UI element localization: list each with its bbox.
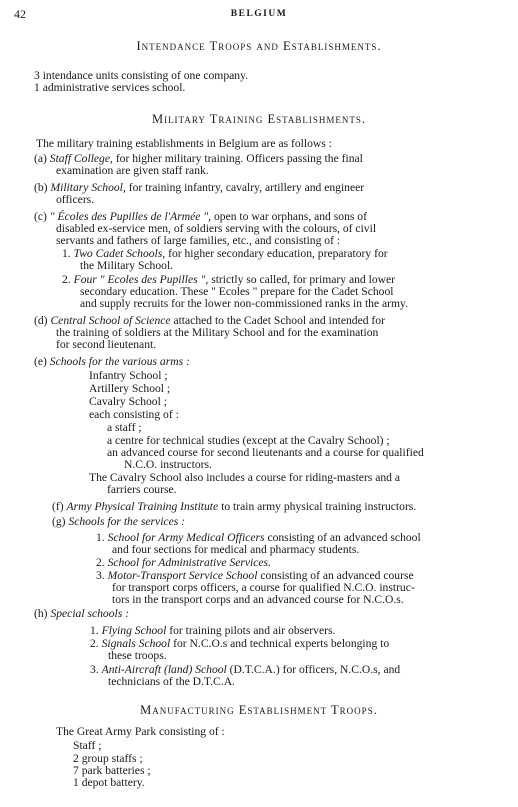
item-e-sub-3b: N.C.O. instructors. — [124, 458, 212, 471]
item-h-sub-3-title: Anti-Aircraft (land) School — [101, 663, 227, 676]
item-c-sub-2-text-1: strictly so called, for primary and lower — [211, 273, 396, 286]
item-h-title: Special schools : — [50, 607, 130, 620]
training-intro: The military training establishments in Belgium are as follows : — [36, 137, 332, 150]
item-h-sub-1 — [90, 624, 335, 637]
item-h-sub-1-number: 1. — [90, 624, 99, 637]
item-e — [34, 355, 190, 368]
item-e-arm-2: Artillery School ; — [89, 382, 171, 395]
item-f — [52, 500, 416, 513]
item-h-sub-1-text-1: for training pilots and air observers. — [169, 624, 336, 637]
item-b-text-2: officers. — [56, 193, 95, 206]
item-a-text-2: examination are given staff rank. — [56, 164, 209, 177]
item-d-text-3: for second lieutenant. — [56, 338, 157, 351]
item-d-text-1: attached to the Cadet School and intended for — [173, 314, 385, 327]
item-e-sub-1: a staff ; — [107, 421, 142, 434]
item-c-sub-1-title: Two Cadet Schools, — [73, 247, 166, 260]
item-e-sub-3a: an advanced course for second lieutenants and a course for qualified — [107, 446, 424, 459]
item-c-sub-2-number: 2. — [62, 273, 71, 286]
item-c-sub-1-text-2: the Military School. — [80, 259, 174, 272]
item-h-sub-2-text-2: these troops. — [108, 649, 167, 662]
page-header — [0, 8, 518, 22]
item-c-sub-1-text-1: for higher secondary education, preparatory for — [168, 247, 388, 260]
item-f-title: Army Physical Training Institute — [66, 500, 219, 513]
item-e-sub-2: a centre for technical studies (except at the Cavalry School) ; — [107, 434, 390, 447]
item-h — [34, 607, 129, 620]
item-c-text-1: open to war orphans, and sons of — [213, 210, 367, 223]
item-f-label: (f) — [52, 500, 64, 513]
item-g-sub-3-text-2: for transport corps officers, a course for qualified N.C.O. instruc- — [112, 581, 415, 594]
manufacturing-item-4: 1 depot battery. — [73, 776, 145, 789]
item-e-arm-1: Infantry School ; — [89, 369, 168, 382]
item-c-text-2: disabled ex-service men, of soldiers serving with the colours, of civil — [56, 222, 377, 235]
item-h-sub-2-title: Signals School — [101, 637, 171, 650]
item-g-sub-3-number: 3. — [96, 569, 105, 582]
item-g-sub-3-text-3: tors in the transport corps and an advanced course for N.C.O.s. — [112, 593, 404, 606]
item-h-label: (h) — [34, 607, 48, 620]
item-c-text-3: servants and fathers of large families, etc., and consisting of : — [56, 234, 341, 247]
manufacturing-item-2: 2 group staffs ; — [73, 752, 143, 765]
item-h-sub-2-text-1: for N.C.O.s and technical experts belonging to — [173, 637, 390, 650]
item-h-sub-3-number: 3. — [90, 663, 99, 676]
item-g-sub-1-number: 1. — [96, 531, 105, 544]
item-c-sub-2-text-2: secondary education. These " Ecoles " prepare for the Cadet School — [80, 285, 394, 298]
item-c-sub-2-text-3: and supply recruits for the lower non-commissioned ranks in the army. — [80, 297, 408, 310]
intendance-line-2: 1 administrative services school. — [34, 81, 186, 94]
item-g-sub-2-title: School for Administrative Services. — [107, 556, 271, 569]
intendance-line-1: 3 intendance units consisting of one company. — [34, 69, 249, 82]
item-h-sub-2-number: 2. — [90, 637, 99, 650]
item-g-sub-1-text-1: consisting of an advanced school — [267, 531, 421, 544]
item-b-text-1: for training infantry, cavalry, artillery and engineer — [128, 181, 365, 194]
item-g-sub-2 — [96, 556, 271, 569]
item-g-sub-2-number: 2. — [96, 556, 105, 569]
section-heading-intendance: Intendance Troops and Establishments. — [136, 39, 382, 53]
item-d-title: Central School of Science — [50, 314, 171, 327]
item-g — [52, 515, 185, 528]
page-number: 42 — [14, 7, 26, 21]
item-h-sub-3-text-1: (D.T.C.A.) for officers, N.C.O.s, and — [229, 663, 401, 676]
item-e-cavalry-1: The Cavalry School also includes a course for riding-masters and a — [89, 471, 401, 484]
item-g-sub-3-title: Motor-Transport Service School — [107, 569, 258, 582]
section-heading-manufacturing: Manufacturing Establishment Troops. — [140, 703, 378, 717]
manufacturing-item-3: 7 park batteries ; — [73, 764, 151, 777]
item-b-label: (b) — [34, 181, 48, 194]
item-g-title: Schools for the services : — [68, 515, 185, 528]
item-g-sub-1-title: School for Army Medical Officers — [107, 531, 265, 544]
item-c-label: (c) — [34, 210, 47, 223]
item-g-label: (g) — [52, 515, 66, 528]
item-e-cavalry-2: farriers course. — [107, 483, 177, 496]
item-e-title: Schools for the various arms : — [49, 355, 190, 368]
item-a-title: Staff College, — [49, 152, 113, 165]
item-e-label: (e) — [34, 355, 47, 368]
item-b-title: Military School, — [50, 181, 126, 194]
item-g-sub-1-text-2: and four sections for medical and pharmacy students. — [112, 543, 360, 556]
item-f-text-1: to train army physical training instructors. — [221, 500, 417, 513]
item-d-text-2: the training of soldiers at the Military School and for the examination — [56, 326, 379, 339]
item-a-text-1: for higher military training. Officers passing the final — [115, 152, 363, 165]
manufacturing-intro: The Great Army Park consisting of : — [56, 725, 225, 738]
item-g-sub-3-text-1: consisting of an advanced course — [260, 569, 414, 582]
item-e-each: each consisting of : — [89, 408, 179, 421]
item-e-arm-3: Cavalry School ; — [89, 395, 167, 408]
section-heading-military-training: Military Training Establishments. — [151, 112, 367, 126]
item-h-sub-3-text-2: technicians of the D.T.C.A. — [108, 675, 235, 688]
manufacturing-item-1: Staff ; — [73, 739, 102, 752]
item-c-sub-1-number: 1. — [62, 247, 71, 260]
item-c-sub-2-title: Four " Ecoles des Pupilles ", — [73, 273, 209, 286]
running-title: BELGIUM — [230, 9, 288, 19]
item-d-label: (d) — [34, 314, 48, 327]
item-a-label: (a) — [34, 152, 47, 165]
item-h-sub-1-title: Flying School — [101, 624, 167, 637]
item-c-title: " Écoles des Pupilles de l'Armée ", — [49, 210, 212, 223]
